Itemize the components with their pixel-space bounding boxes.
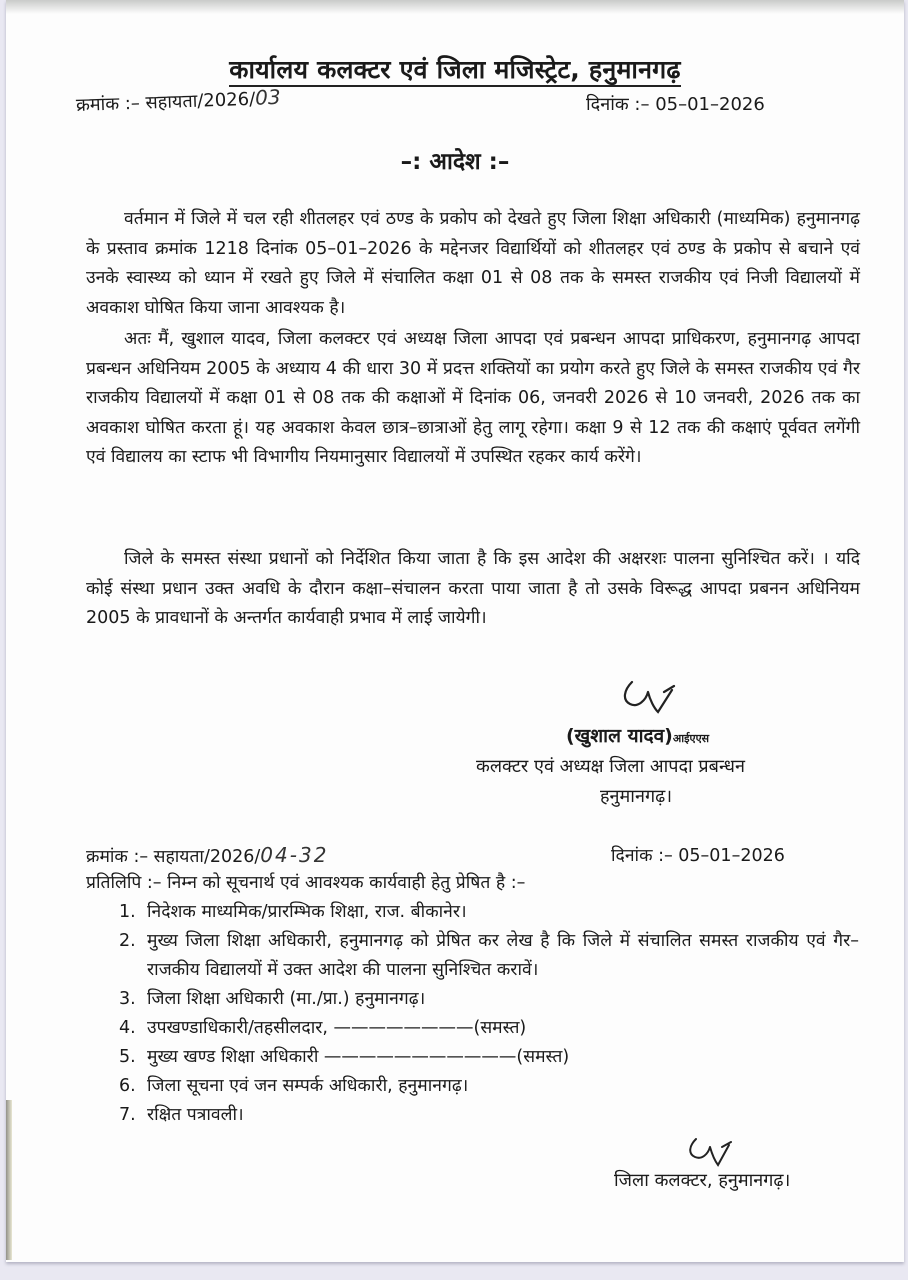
item-number: 5. [119, 1047, 136, 1067]
item-text: निदेशक माध्यमिक/प्रारम्भिक शिक्षा, राज. बीकानेर। [147, 902, 467, 922]
scan-shadow [6, 0, 904, 14]
list-item [119, 985, 859, 1014]
signer-location: हनुमानगढ़। [600, 786, 673, 807]
office-title [6, 52, 904, 86]
order-reference [76, 85, 281, 117]
signer-designation: कलक्टर एवं अध्यक्ष जिला आपदा प्रबन्धन [476, 756, 745, 777]
signer-name [566, 722, 709, 748]
signature-icon [618, 678, 682, 718]
item-text: मुख्य जिला शिक्षा अधिकारी, हनुमानगढ़ को प्रेषित कर लेख है कि जिले में संचालित समस्त राजकीय एवं गैर–राजकीय विद्यालयों में उक्त आदेश की पालना सुनिश्चित करावें। [147, 931, 859, 980]
signer-suffix: आईएएस [672, 732, 710, 745]
ref-label: क्रमांक :– सहायता/2026/ [75, 88, 256, 116]
paragraph-3 [86, 545, 860, 634]
order-date: दिनांक :– 05–01–2026 [586, 94, 765, 115]
ref-handwritten-number: 03 [254, 84, 282, 110]
list-item [119, 1072, 859, 1101]
list-item [119, 927, 859, 985]
item-text: रक्षित पत्रावली। [147, 1105, 244, 1125]
office-title-text: कार्यालय कलक्टर एवं जिला मजिस्ट्रेट, हनुमानगढ़ [229, 55, 680, 87]
item-number: 1. [119, 902, 136, 922]
paragraph-text: जिले के समस्त संस्था प्रधानों को निर्देशित किया जाता है कि इस आदेश की अक्षरशः पालना सुनिश्चित करें। । यदि कोई संस्था प्रधान उक्त अवधि के दौरान कक्षा–संचालन करता पाया जाता है तो उसके विरूद्ध आपदा प्रबनन अधिनियम 2005 के प्रावधानों के अन्तर्गत कार्यवाही प्रभाव में लाई जायेगी। [86, 549, 860, 628]
copy-ref-handwritten-number: 04-32 [260, 843, 329, 867]
paragraph-2 [86, 325, 860, 473]
item-text: उपखण्डाधिकारी/तहसीलदार, ————————(समस्त) [147, 1018, 527, 1038]
copy-ref-label: क्रमांक :– सहायता/2026/ [86, 847, 261, 867]
item-text: जिला शिक्षा अधिकारी (मा./प्रा.) हनुमानगढ़। [147, 989, 426, 1009]
signer-name-text: (खुशाल यादव) [566, 725, 673, 747]
list-item [119, 1014, 859, 1043]
paragraph-text: अतः मैं, खुशाल यादव, जिला कलक्टर एवं अध्यक्ष जिला आपदा एवं प्रबन्धन आपदा प्राधिकरण, हनुमानगढ़ आपदा प्रबन्धन अधिनियम 2005 के अध्याय 4 की धारा 30 में प्रदत्त शक्तियों का प्रयोग करते हुए जिले के समस्त राजकीय एवं गैर राजकीय विद्यालयों में कक्षा 01 से 08 तक की कक्षाओं में दिनांक 06, जनवरी 2026 से 10 जनवरी, 2026 तक का अवकाश घोषित करता हूं। यह अवकाश केवल छात्र–छात्राओं हेतु लागू रहेगा। कक्षा 9 से 12 तक की कक्षाएं पूर्ववत लगेंगी एवं विद्यालय का स्टाफ भी विभागीय नियमानुसार विद्यालयों में उपस्थित रहकर कार्य करेंगे। [86, 329, 860, 467]
footer-signature: जिला कलक्टर, हनुमानगढ़। [614, 1170, 791, 1191]
paragraph-text: वर्तमान में जिले में चल रही शीतलहर एवं ठण्ड के प्रकोप को देखते हुए जिला शिक्षा अधिकारी (माध्यमिक) हनुमानगढ़ के प्रस्ताव क्रमांक 1218 दिनांक 05–01–2026 के मद्देनजर विद्यार्थियों को शीतलहर एवं ठण्ड के प्रकोप से बचाने एवं उनके स्वास्थ्य को ध्यान में रखते हुए जिले में संचालित कक्षा 01 से 08 तक के समस्त राजकीय एवं निजी विद्यालयों में अवकाश घोषित किया जाना आवश्यक है। [86, 209, 860, 318]
item-number: 6. [119, 1076, 136, 1096]
scan-edge [6, 1100, 12, 1260]
item-number: 2. [119, 931, 136, 951]
list-item [119, 898, 859, 927]
signature-icon [684, 1136, 736, 1170]
order-heading: –: आदेश :– [400, 149, 510, 175]
paragraph-1 [86, 205, 860, 323]
item-number: 7. [119, 1105, 136, 1125]
list-item [119, 1101, 859, 1130]
item-number: 3. [119, 989, 136, 1009]
document-page [6, 0, 904, 1262]
copy-date: दिनांक :– 05–01–2026 [611, 846, 785, 866]
copy-reference [86, 843, 328, 868]
item-text: मुख्य खण्ड शिक्षा अधिकारी ———————————(समस्त) [147, 1047, 570, 1067]
list-item [119, 1043, 859, 1072]
recipient-list [119, 898, 859, 1130]
item-number: 4. [119, 1018, 136, 1038]
copy-intro: प्रतिलिपि :– निम्न को सूचनार्थ एवं आवश्यक कार्यवाही हेतु प्रेषित है :– [86, 873, 526, 893]
item-text: जिला सूचना एवं जन सम्पर्क अधिकारी, हनुमानगढ़। [147, 1076, 469, 1096]
